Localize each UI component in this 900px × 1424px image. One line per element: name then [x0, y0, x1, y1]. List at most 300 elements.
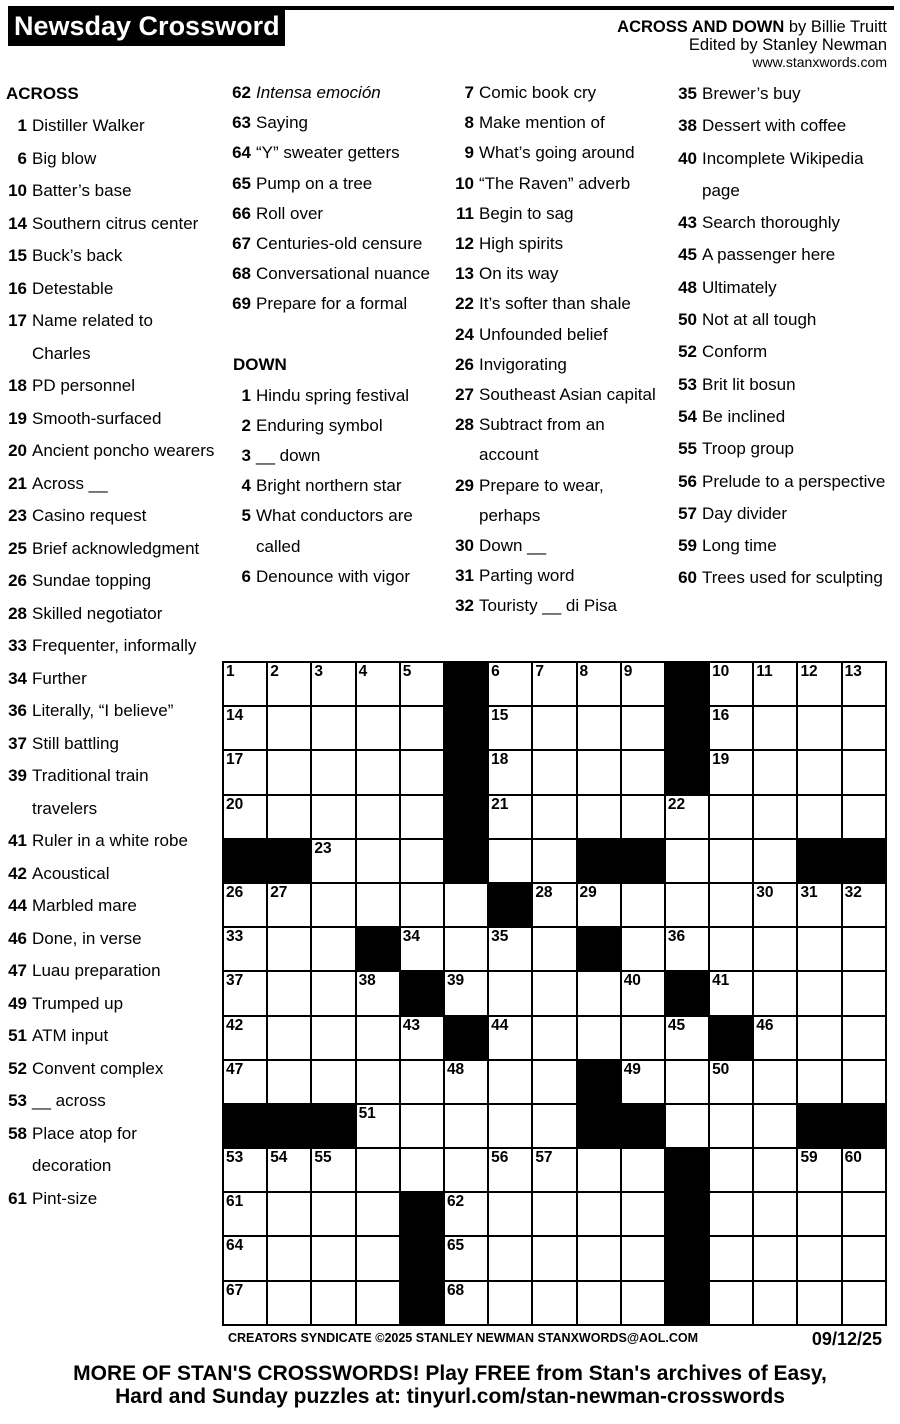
grid-cell[interactable]	[754, 1149, 798, 1193]
grid-cell[interactable]	[357, 751, 401, 795]
black-square	[445, 796, 489, 840]
grid-cell[interactable]	[224, 707, 268, 751]
grid-cell[interactable]	[268, 1061, 312, 1105]
grid-cell[interactable]	[357, 840, 401, 884]
grid-cell[interactable]	[622, 1282, 666, 1326]
grid-cell[interactable]	[843, 707, 887, 751]
clue-text: Ultimately	[702, 277, 777, 297]
grid-cell[interactable]	[754, 972, 798, 1016]
grid-cell[interactable]	[401, 751, 445, 795]
grid-cell[interactable]	[622, 1061, 666, 1105]
grid-cell[interactable]	[666, 1105, 710, 1149]
clue-number: 27	[455, 385, 474, 405]
copyright-credit: CREATORS SYNDICATE ©2025 STANLEY NEWMAN STANXWORDS@AOL.COM	[228, 1331, 699, 1345]
grid-cell[interactable]	[533, 663, 577, 707]
grid-cell[interactable]	[357, 663, 401, 707]
grid-cell[interactable]	[489, 1193, 533, 1237]
grid-cell[interactable]	[357, 1149, 401, 1193]
clue	[447, 320, 665, 350]
grid-cell[interactable]	[268, 972, 312, 1016]
grid-cell[interactable]	[357, 1193, 401, 1237]
clue	[0, 955, 215, 988]
grid-cell[interactable]	[533, 1017, 577, 1061]
grid-cell[interactable]	[312, 1017, 356, 1061]
cell-number: 43	[402, 1016, 420, 1034]
grid-cell[interactable]	[622, 707, 666, 751]
grid-cell[interactable]	[268, 884, 312, 928]
grid-cell[interactable]	[798, 1282, 842, 1326]
clue-number: 32	[455, 596, 474, 616]
grid-cell[interactable]	[312, 796, 356, 840]
clue-text: Skilled negotiator	[32, 603, 163, 623]
grid-cell[interactable]	[312, 928, 356, 972]
clue-text: Place atop for decoration	[32, 1123, 137, 1175]
clue	[0, 370, 215, 403]
grid-cell[interactable]	[268, 928, 312, 972]
clue	[447, 380, 665, 410]
black-square	[489, 884, 533, 928]
clue-text: Southeast Asian capital	[479, 385, 656, 405]
clue	[0, 728, 215, 761]
clue-number: 43	[678, 213, 697, 233]
grid-cell[interactable]	[401, 707, 445, 751]
cell-number: 41	[712, 972, 730, 990]
grid-cell[interactable]	[312, 1237, 356, 1281]
clue	[0, 760, 215, 825]
grid-cell[interactable]	[533, 707, 577, 751]
grid-cell[interactable]	[798, 1193, 842, 1237]
cell-number: 15	[491, 707, 509, 725]
grid-cell[interactable]	[622, 884, 666, 928]
grid-cell[interactable]	[268, 1149, 312, 1193]
cell-number: 67	[226, 1281, 244, 1299]
grid-cell[interactable]	[754, 796, 798, 840]
grid-cell[interactable]	[622, 1017, 666, 1061]
grid-cell[interactable]	[533, 884, 577, 928]
grid-cell[interactable]	[224, 1149, 268, 1193]
grid-cell[interactable]	[489, 751, 533, 795]
grid-cell[interactable]	[312, 972, 356, 1016]
clue	[0, 858, 215, 891]
cell-number: 34	[402, 928, 420, 946]
cell-number: 28	[535, 883, 553, 901]
grid-cell[interactable]	[268, 751, 312, 795]
grid-cell[interactable]	[666, 1017, 710, 1061]
grid-cell[interactable]	[357, 1282, 401, 1326]
grid-cell[interactable]	[843, 1282, 887, 1326]
grid-cell[interactable]	[843, 1061, 887, 1105]
cell-number: 7	[535, 663, 544, 680]
clue-text: Luau preparation	[32, 961, 161, 980]
grid-cell[interactable]	[224, 1061, 268, 1105]
clue-number: 51	[8, 1026, 27, 1045]
grid-cell[interactable]	[533, 1237, 577, 1281]
grid-cell[interactable]	[268, 1282, 312, 1326]
clue	[670, 466, 898, 498]
grid-cell[interactable]	[312, 1061, 356, 1105]
cell-number: 68	[446, 1281, 465, 1299]
grid-cell[interactable]	[843, 928, 887, 972]
clue-text: Further	[32, 668, 87, 688]
grid-cell[interactable]	[224, 751, 268, 795]
clue	[224, 289, 442, 319]
grid-cell[interactable]	[533, 1105, 577, 1149]
clue-number: 54	[678, 406, 697, 426]
grid-cell[interactable]	[754, 707, 798, 751]
grid-cell[interactable]	[710, 928, 754, 972]
clue-number: 67	[232, 234, 251, 254]
clue-text: Day divider	[702, 503, 788, 523]
cell-number: 18	[491, 751, 509, 769]
grid-cell[interactable]	[489, 928, 533, 972]
clue-number: 13	[455, 264, 474, 284]
clue-text: Ancient poncho wearers	[32, 441, 215, 460]
grid-cell[interactable]	[401, 884, 445, 928]
grid-cell[interactable]	[445, 1237, 489, 1281]
clue-text: A passenger here	[702, 245, 836, 265]
grid-cell[interactable]	[754, 1193, 798, 1237]
grid-cell[interactable]	[666, 796, 710, 840]
grid-cell[interactable]	[710, 1282, 754, 1326]
clue-number: 59	[678, 536, 697, 556]
puzzle-date: 09/12/25	[811, 1329, 882, 1349]
cell-number: 64	[226, 1237, 244, 1255]
grid-cell[interactable]	[754, 928, 798, 972]
clue-text: Enduring symbol	[256, 415, 383, 435]
clue-number: 42	[8, 863, 27, 883]
grid-cell[interactable]	[268, 663, 312, 707]
grid-cell[interactable]	[754, 1017, 798, 1061]
clue-text: Name related to Charles	[32, 311, 153, 363]
black-square	[843, 1105, 887, 1149]
clue-number: 19	[8, 408, 27, 428]
black-square	[401, 1237, 445, 1281]
grid-cell[interactable]	[754, 663, 798, 707]
grid-cell[interactable]	[710, 796, 754, 840]
grid-cell[interactable]	[489, 1149, 533, 1193]
grid-cell[interactable]	[578, 1149, 622, 1193]
grid-cell[interactable]	[357, 1017, 401, 1061]
clue	[670, 272, 898, 304]
grid-cell[interactable]	[622, 1237, 666, 1281]
grid-cell[interactable]	[622, 796, 666, 840]
across-heading: ACROSS	[6, 84, 79, 103]
promo-line-1: MORE OF STAN'S CROSSWORDS! Play FREE from Stan's archives of Easy,	[73, 1362, 827, 1385]
grid-cell[interactable]	[224, 1017, 268, 1061]
grid-cell[interactable]	[533, 928, 577, 972]
grid-cell[interactable]	[843, 1193, 887, 1237]
grid-cell[interactable]	[578, 751, 622, 795]
grid-cell[interactable]	[843, 1017, 887, 1061]
grid-cell[interactable]	[445, 884, 489, 928]
grid-cell[interactable]	[666, 1061, 710, 1105]
grid-cell[interactable]	[710, 1193, 754, 1237]
grid-cell[interactable]	[533, 1149, 577, 1193]
grid-cell[interactable]	[710, 707, 754, 751]
clue-text: Prepare to wear, perhaps	[479, 475, 604, 525]
grid-cell[interactable]	[843, 884, 887, 928]
cell-number: 3	[314, 663, 323, 680]
clue-text: Pump on a tree	[256, 173, 373, 193]
grid-cell[interactable]	[622, 1193, 666, 1237]
clue-number: 12	[455, 234, 474, 254]
grid-cell[interactable]	[798, 751, 842, 795]
clue-number: 1	[241, 385, 251, 405]
grid-cell[interactable]	[445, 1193, 489, 1237]
clue-number: 63	[232, 113, 251, 133]
grid-cell[interactable]	[754, 840, 798, 884]
grid-cell[interactable]	[489, 707, 533, 751]
grid-cell[interactable]	[754, 751, 798, 795]
grid-cell[interactable]	[224, 1237, 268, 1281]
grid-cell[interactable]	[401, 1017, 445, 1061]
clue-number: 9	[464, 143, 474, 163]
grid-cell[interactable]	[578, 1237, 622, 1281]
grid-cell[interactable]	[357, 884, 401, 928]
grid-cell[interactable]	[312, 707, 356, 751]
clue-column-2	[224, 78, 442, 592]
grid-cell[interactable]	[666, 884, 710, 928]
grid-cell[interactable]	[710, 1105, 754, 1149]
clue-text: Long time	[702, 536, 777, 556]
grid-cell[interactable]	[798, 707, 842, 751]
grid-cell[interactable]	[754, 1237, 798, 1281]
grid-cell[interactable]	[798, 1017, 842, 1061]
grid-cell[interactable]	[312, 1193, 356, 1237]
grid-cell[interactable]	[312, 1149, 356, 1193]
cell-number: 65	[446, 1237, 465, 1255]
byline	[617, 18, 887, 70]
grid-cell[interactable]	[401, 1105, 445, 1149]
grid-cell[interactable]	[843, 972, 887, 1016]
grid-cell[interactable]	[268, 1237, 312, 1281]
black-square	[578, 840, 622, 884]
grid-cell[interactable]	[666, 928, 710, 972]
clue-number: 10	[8, 181, 27, 200]
grid-cell[interactable]	[224, 796, 268, 840]
grid-cell[interactable]	[489, 840, 533, 884]
grid-cell[interactable]	[710, 884, 754, 928]
grid-cell[interactable]	[357, 796, 401, 840]
grid-cell[interactable]	[445, 972, 489, 1016]
clue-text: Make mention of	[479, 113, 605, 133]
grid-cell[interactable]	[578, 707, 622, 751]
clue-number: 8	[464, 113, 474, 133]
grid-cell[interactable]	[357, 972, 401, 1016]
clue	[670, 207, 898, 239]
clue-number: 21	[8, 473, 27, 493]
grid-cell[interactable]	[578, 884, 622, 928]
grid-cell[interactable]	[533, 1193, 577, 1237]
grid-cell[interactable]	[489, 1061, 533, 1105]
cell-number: 5	[402, 663, 412, 680]
grid-cell[interactable]	[312, 1282, 356, 1326]
grid-cell[interactable]	[401, 840, 445, 884]
grid-cell[interactable]	[445, 1282, 489, 1326]
grid-cell[interactable]	[489, 1237, 533, 1281]
grid-cell[interactable]	[489, 1105, 533, 1149]
cell-number: 50	[712, 1060, 730, 1078]
clue-text: What conductors are called	[256, 506, 413, 556]
clue-number: 39	[8, 766, 27, 785]
black-square	[445, 751, 489, 795]
clue	[0, 695, 215, 728]
grid-cell[interactable]	[798, 1237, 842, 1281]
grid-cell[interactable]	[578, 972, 622, 1016]
cell-number: 44	[491, 1016, 509, 1034]
clue-text: PD personnel	[32, 376, 136, 395]
clue-number: 60	[678, 568, 697, 588]
grid-cell[interactable]	[312, 840, 356, 884]
clue-text: It’s softer than shale	[479, 294, 631, 314]
grid-cell[interactable]	[798, 1061, 842, 1105]
clue-number: 62	[232, 83, 251, 102]
grid-cell[interactable]	[710, 751, 754, 795]
grid-cell[interactable]	[224, 1193, 268, 1237]
cell-number: 6	[491, 663, 500, 680]
black-square	[312, 1105, 356, 1149]
black-square	[666, 1149, 710, 1193]
grid-cell[interactable]	[798, 972, 842, 1016]
grid-cell[interactable]	[578, 663, 622, 707]
grid-cell[interactable]	[312, 884, 356, 928]
grid-cell[interactable]	[268, 1017, 312, 1061]
grid-cell[interactable]	[710, 663, 754, 707]
grid-cell[interactable]	[445, 1105, 489, 1149]
grid-cell[interactable]	[710, 1149, 754, 1193]
grid-cell[interactable]	[843, 663, 887, 707]
grid-cell[interactable]	[489, 1017, 533, 1061]
grid-cell[interactable]	[798, 928, 842, 972]
clue	[670, 336, 898, 368]
grid-cell[interactable]	[843, 796, 887, 840]
grid-cell[interactable]	[224, 972, 268, 1016]
grid-cell[interactable]	[843, 751, 887, 795]
grid-cell[interactable]	[312, 751, 356, 795]
grid-cell[interactable]	[622, 972, 666, 1016]
cell-number: 20	[226, 795, 244, 813]
grid-cell[interactable]	[533, 751, 577, 795]
grid-cell[interactable]	[268, 796, 312, 840]
grid-cell[interactable]	[578, 796, 622, 840]
cell-number: 55	[314, 1149, 332, 1167]
cell-number: 16	[712, 707, 730, 725]
grid-cell[interactable]	[489, 796, 533, 840]
grid-cell[interactable]	[798, 1149, 842, 1193]
grid-cell[interactable]	[843, 1237, 887, 1281]
grid-cell[interactable]	[622, 663, 666, 707]
grid-cell[interactable]	[489, 663, 533, 707]
grid-cell[interactable]	[622, 928, 666, 972]
grid-cell[interactable]	[533, 1061, 577, 1105]
grid-cell[interactable]	[401, 796, 445, 840]
clue-text: Comic book cry	[479, 83, 597, 102]
grid-cell[interactable]	[224, 663, 268, 707]
grid-cell[interactable]	[843, 1149, 887, 1193]
grid-cell[interactable]	[578, 1193, 622, 1237]
grid-cell[interactable]	[754, 1105, 798, 1149]
cell-number: 38	[358, 972, 376, 990]
promo-line-2: Hard and Sunday puzzles at: tinyurl.com/stan-newman-crosswords	[115, 1385, 785, 1408]
grid-cell[interactable]	[622, 1149, 666, 1193]
grid-cell[interactable]	[798, 796, 842, 840]
grid-cell[interactable]	[268, 1193, 312, 1237]
clue-number: 52	[8, 1058, 27, 1078]
grid-cell[interactable]	[798, 663, 842, 707]
cell-number: 13	[844, 663, 862, 680]
clue	[447, 350, 665, 380]
grid-cell[interactable]	[754, 1282, 798, 1326]
grid-cell[interactable]	[533, 840, 577, 884]
clue-text: Dessert with coffee	[702, 116, 847, 136]
down-heading: DOWN	[233, 354, 287, 374]
grid-cell[interactable]	[710, 840, 754, 884]
grid-cell[interactable]	[401, 663, 445, 707]
grid-cell[interactable]	[445, 1149, 489, 1193]
grid-cell[interactable]	[533, 972, 577, 1016]
grid-cell[interactable]	[224, 1282, 268, 1326]
grid-cell[interactable]	[754, 1061, 798, 1105]
grid-cell[interactable]	[268, 707, 312, 751]
grid-cell[interactable]	[357, 1237, 401, 1281]
clue-number: 7	[464, 83, 474, 102]
grid-cell[interactable]	[666, 840, 710, 884]
grid-cell[interactable]	[224, 884, 268, 928]
clue-number: 1	[17, 116, 27, 135]
clue-text: Invigorating	[479, 354, 567, 374]
grid-cell[interactable]	[489, 972, 533, 1016]
grid-cell[interactable]	[798, 884, 842, 928]
grid-cell[interactable]	[445, 928, 489, 972]
grid-cell[interactable]	[357, 1061, 401, 1105]
clue	[670, 304, 898, 336]
clue-text: Conform	[702, 342, 768, 362]
grid-cell[interactable]	[401, 1149, 445, 1193]
grid-cell[interactable]	[489, 1282, 533, 1326]
grid-cell[interactable]	[401, 1061, 445, 1105]
black-square	[268, 1105, 312, 1149]
grid-cell[interactable]	[533, 796, 577, 840]
clue-number: 68	[232, 264, 251, 284]
clue-number: 58	[8, 1123, 27, 1143]
black-square	[798, 840, 842, 884]
clue-text: Parting word	[479, 566, 575, 586]
grid-cell[interactable]	[622, 751, 666, 795]
grid-cell[interactable]	[224, 928, 268, 972]
cell-number: 57	[535, 1149, 553, 1167]
grid-cell[interactable]	[754, 884, 798, 928]
grid-cell[interactable]	[578, 1282, 622, 1326]
clue-text: Centuries-old censure	[256, 234, 423, 254]
grid-cell[interactable]	[578, 1017, 622, 1061]
grid-cell[interactable]	[357, 1105, 401, 1149]
grid-cell[interactable]	[312, 663, 356, 707]
grid-cell[interactable]	[533, 1282, 577, 1326]
grid-cell[interactable]	[401, 928, 445, 972]
grid-cell[interactable]	[445, 1061, 489, 1105]
clue	[0, 1020, 215, 1053]
grid-cell[interactable]	[710, 972, 754, 1016]
cell-number: 62	[446, 1193, 465, 1211]
clue-text: What’s going around	[479, 143, 635, 163]
grid-cell[interactable]	[710, 1061, 754, 1105]
black-square	[578, 1061, 622, 1105]
grid-cell[interactable]	[710, 1237, 754, 1281]
clue-number: 69	[232, 294, 251, 314]
cell-number: 11	[756, 663, 773, 680]
clue-number: 41	[8, 831, 27, 850]
grid-cell[interactable]	[357, 707, 401, 751]
